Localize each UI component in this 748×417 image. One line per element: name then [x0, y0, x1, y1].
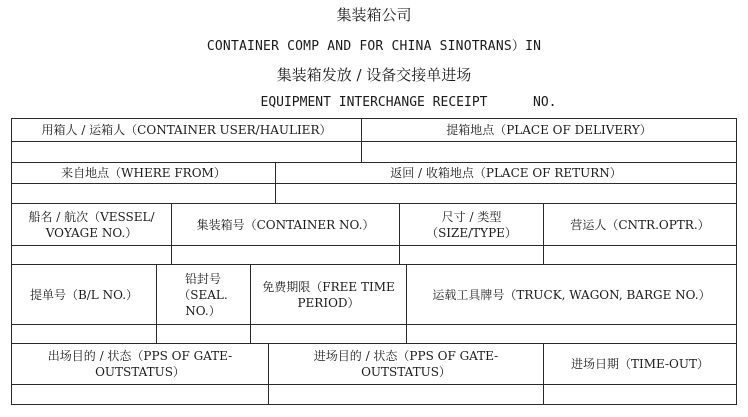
pps-gate-out-label: 出场目的 / 状态（PPS OF GATE-OUTSTATUS）: [47, 349, 233, 379]
transport-no-label: 运载工具牌号（TRUCK, WAGON, BARGE NO.）: [432, 287, 711, 302]
container-user-label: 用箱人 / 运箱人（CONTAINER USER/HAULIER）: [41, 123, 332, 137]
column-divider: [399, 203, 400, 265]
receipt-number-label: NO.: [533, 95, 557, 110]
table-border-right: [736, 118, 737, 405]
container-operator-label: 营运人（CNTR.OPTR.）: [570, 217, 710, 232]
place-of-return-label: 返回 / 收箱地点（PLACE OF RETURN）: [390, 166, 622, 180]
where-from-label: 来自地点（WHERE FROM）: [61, 166, 226, 180]
vessel-voyage-label: 船名 / 航次（VESSEL/ VOYAGE NO.）: [28, 209, 155, 240]
seal-no-label: 铅封号 （SEAL. NO.）: [178, 271, 228, 318]
column-divider: [156, 264, 157, 344]
row-divider: [11, 384, 737, 385]
document-title-en: EQUIPMENT INTERCHANGE RECEIPT: [260, 95, 488, 110]
document-title-cn: 集装箱发放 / 设备交接单进场: [276, 66, 472, 84]
pps-gate-in-label: 进场目的 / 状态（PPS OF GATE-OUTSTATUS）: [313, 349, 499, 379]
bl-no-label: 提单号（B/L NO.）: [29, 287, 139, 302]
row-divider: [11, 141, 737, 142]
container-no-label: 集装箱号（CONTAINER NO.）: [196, 217, 375, 232]
row-divider: [11, 245, 737, 246]
company-name-cn: 集装箱公司: [336, 6, 412, 24]
row-divider: [11, 324, 737, 325]
company-name-en: CONTAINER COMP AND FOR CHINA SINOTRANS）IN: [206, 39, 542, 54]
column-divider: [268, 343, 269, 405]
size-type-label: 尺寸 / 类型 （SIZE/TYPE）: [426, 209, 517, 240]
row-divider: [11, 183, 737, 184]
table-border-bottom: [11, 404, 737, 405]
time-out-label: 进场日期（TIME-OUT）: [570, 357, 710, 371]
free-time-label: 免费期限（FREE TIME PERIOD）: [262, 279, 395, 310]
place-of-delivery-label: 提箱地点（PLACE OF DELIVERY）: [446, 123, 652, 137]
